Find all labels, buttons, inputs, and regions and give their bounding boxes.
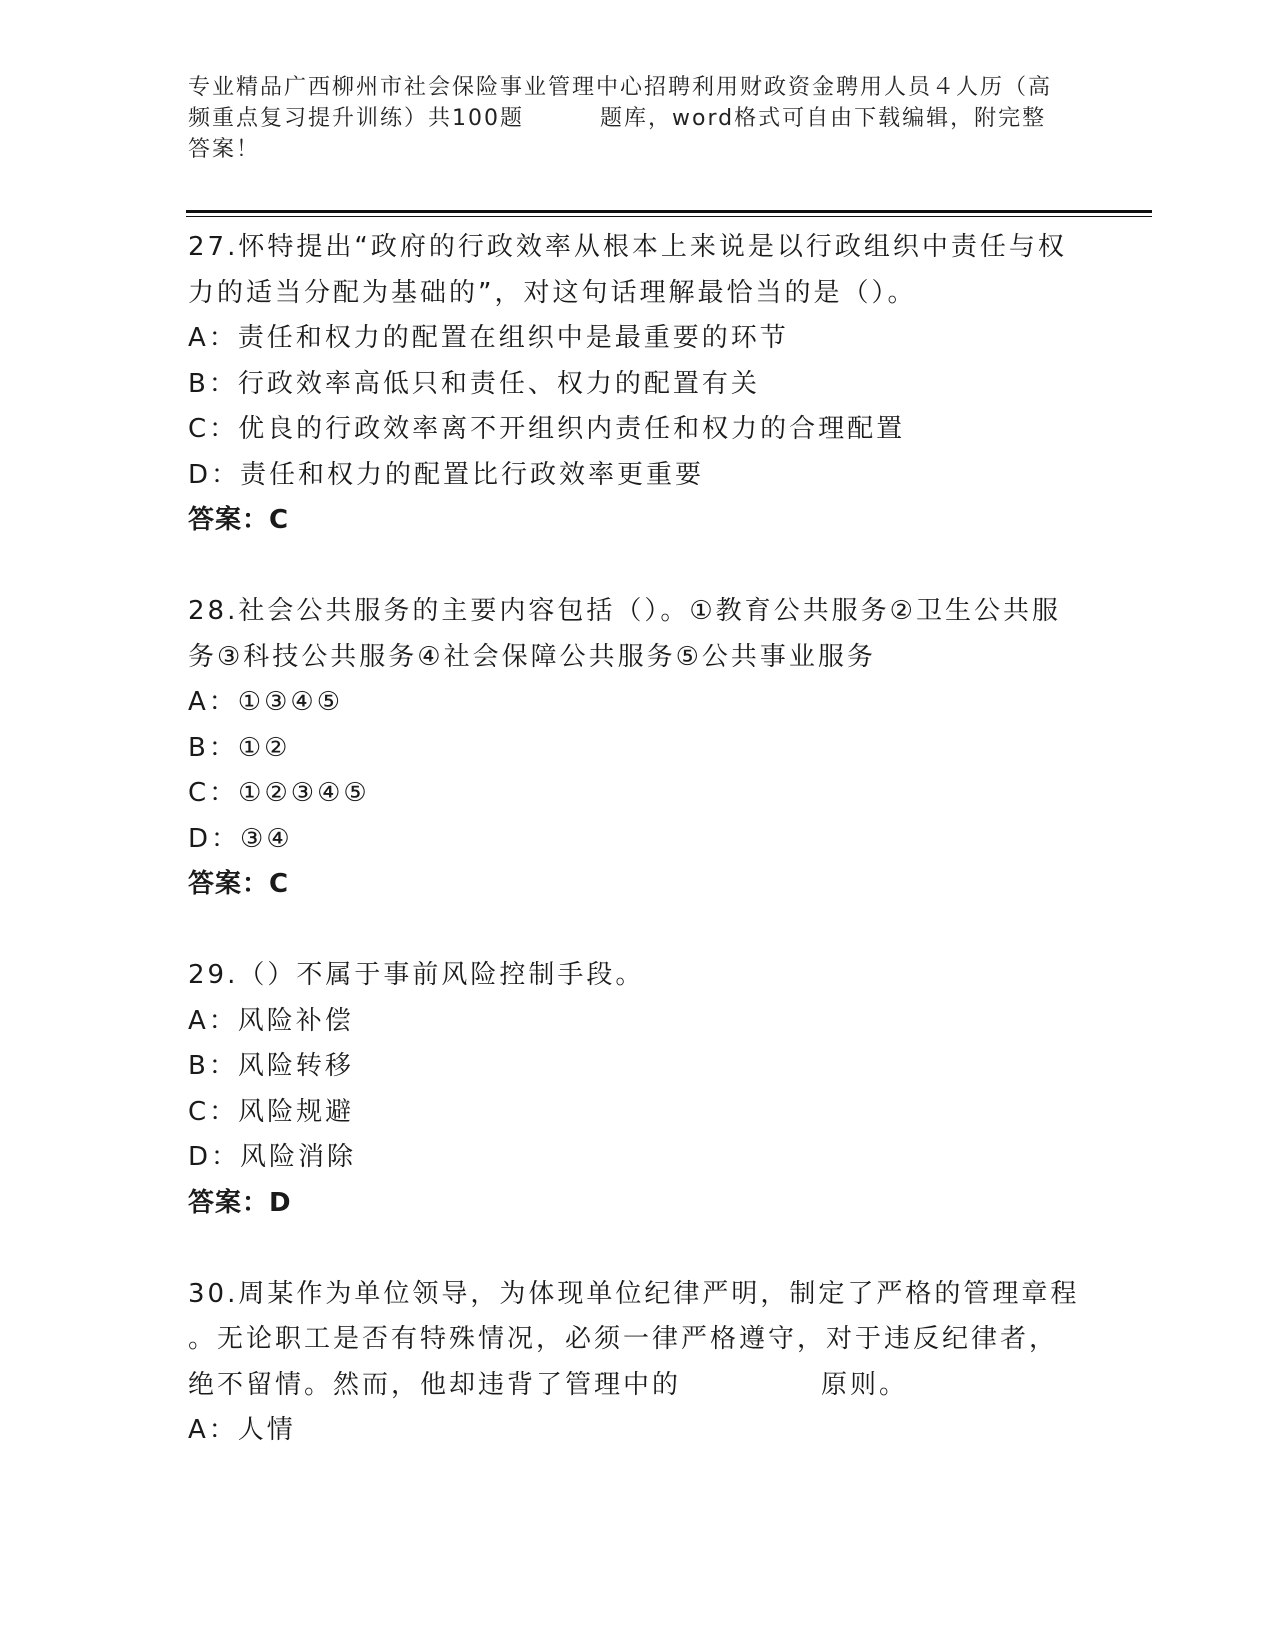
answer: 答案：D [188, 1187, 292, 1218]
question-stem-line: 30.周某作为单位领导，为体现单位纪律严明，制定了严格的管理章程 [188, 1278, 1080, 1309]
question-stem-line: 。无论职工是否有特殊情况，必须一律严格遵守，对于违反纪律者， [188, 1324, 1059, 1354]
header-line-1: 专业精品广西柳州市社会保险事业管理中心招聘利用财政资金聘用人员４人历（高 [188, 75, 1053, 100]
question-28 [188, 589, 1088, 908]
header-divider-thick [186, 210, 1152, 213]
option-c: C：优良的行政效率离不开组织内责任和权力的合理配置 [188, 414, 906, 444]
option-a: A：风险补偿 [188, 1005, 354, 1036]
option-c: C：①②③④⑤ [188, 778, 370, 808]
option-a: A：责任和权力的配置在组织中是最重要的环节 [188, 323, 789, 353]
option-c: C：风险规避 [188, 1096, 355, 1127]
answer: 答案：C [188, 505, 290, 535]
question-stem-line: 务③科技公共服务④社会保障公共服务⑤公共事业服务 [188, 641, 876, 672]
question-list [188, 225, 1088, 1499]
question-stem-line [188, 1363, 1088, 1409]
header-line-3: 答案！ [188, 137, 261, 162]
option-a: A：人情 [188, 1415, 296, 1445]
question-30 [188, 1272, 1088, 1454]
option-b: B：行政效率高低只和责任、权力的配置有关 [188, 368, 760, 399]
header-line-2-start: 频重点复习提升训练）共100题 [188, 106, 524, 131]
option-d: D：责任和权力的配置比行政效率更重要 [188, 459, 705, 490]
option-d: D：③④ [188, 823, 293, 854]
question-stem-line: 27.怀特提出“政府的行政效率从根本上来说是以行政组织中责任与权 [188, 232, 1067, 262]
header-line-2 [188, 103, 1088, 134]
option-d: D：风险消除 [188, 1142, 357, 1172]
option-a: A：①③④⑤ [188, 687, 344, 717]
question-27 [188, 225, 1088, 544]
question-29 [188, 953, 1088, 1226]
stem-after-blank: 原则。 [821, 1369, 909, 1400]
answer: 答案：C [188, 869, 290, 899]
question-stem-line: 力的适当分配为基础的”，对这句话理解最恰当的是（）。 [188, 277, 917, 308]
option-b: B：①② [188, 732, 291, 763]
question-stem-line: 29.（）不属于事前风险控制手段。 [188, 960, 645, 990]
document-header [188, 72, 1088, 165]
stem-before-blank: 绝不留情。然而，他却违背了管理中的 [188, 1369, 682, 1400]
header-line-2-end: 题库，word格式可自由下载编辑，附完整 [600, 106, 1047, 131]
question-stem-line: 28.社会公共服务的主要内容包括（）。①教育公共服务②卫生公共服 [188, 596, 1061, 626]
header-divider-thin [186, 216, 1152, 217]
option-b: B：风险转移 [188, 1051, 354, 1081]
